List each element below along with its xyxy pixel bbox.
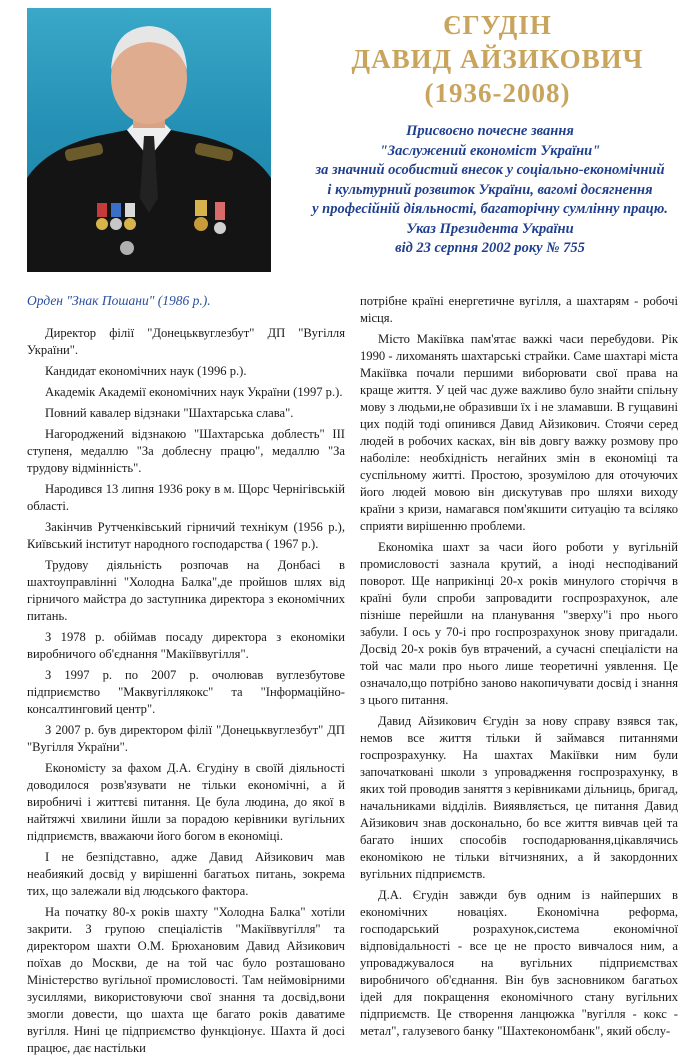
portrait-photo [27,8,271,272]
paragraph: Академік Академії економічних наук України (1997 р.). [45,385,343,399]
award-line: за значний особистий внесок у соціально-економічний [315,162,665,178]
given-name: ДАВИД АЙЗИКОВИЧ [351,44,644,74]
life-years: (1936-2008) [424,78,571,108]
paragraph: І не безпідставно, адже Давид Айзикович мав неабиякий досвід у вирішенні багатьох питань, зокрема тих, що залежали від людського фактора. [27,850,345,898]
award-line: "Заслужений економіст України" [379,142,601,159]
paragraph: Кандидат економічних наук (1996 р.). [45,364,247,378]
paragraph: Економіка шахт за часи його роботи у вугільній промисловості зазнала крутий, а іноді несподіваний поворот. Ще наприкінці 20-х років минулого сторіччя в країні були спроби запровадити госпрозрахунок, але пізніше перейшли на планування "зверху"і про нього забули. І ось у 70-і про госпрозрахунок знову пригадали. Досвід 20-х років був втрачений, а сучасні спеціалісти на той час мали про нього лише теоретичні уявлення. Це означало,що потрібно заново накопичувати досвід і знання з цього питання. [360,540,678,707]
portrait-illustration [27,8,271,272]
photo-caption: Орден "Знак Пошани" (1986 р.). [27,293,211,308]
award-text [285,122,695,259]
paragraph: Давид Айзикович Єгудін за нову справу взявся так, немов все життя тільки й займався питаннями госпрозрахунку. На шахтах Макіївки ним були започатковані школи з упровадження госпрозрахунку, в яких той проводив заняття з керівниками дільниць, бригад, начальниками відділів. Вияявляється, це питання Давид Айзикович знав досконально, бо все життя вивчав цей та багато інших способів господарювання,цікавлячись економікою не тільки вітчизняних, а й закордонних вугільних підприємств. [360,714,678,881]
paragraph: Трудову діяльність розпочав на Донбасі в шахтоуправлінні "Холодна Балка",де пройшов шлях від гірничого майстра до заступника директора з економічних питань. [27,558,345,623]
paragraph: Місто Макіївка пам'ятає важкі часи перебудови. Рік 1990 - лихоманять шахтарські страйки. Саме шахтарі міста Макіївка почали першими виборювати свої права на краще життя. У цей час дуже важливо було знайти спільну мову з людьми,не образивши їх і не зламавши. В гущавині цих подій тоді опинився Давид Айзикович. Стоячи серед людей в робочих касках, він вів довгу важку розмову про наболіле: необхідність негайних змін в економіці та суспільному житті. Простою, зрозумілою для оточуючих його людей мовою він дискутував про шляхи виходу країни з кризи, намагався пом'якшити ситуацію та всіляко сприяти вирішенню проблеми. [360,332,678,533]
paragraph: Директор філії "Донецьквуглезбут" ДП "Вугілля України". [27,326,345,357]
paragraph: З 2007 р. був директором філії "Донецьквуглезбут" ДП "Вугілля України". [27,723,345,754]
award-line: і культурний розвиток України, вагомі досягнення [327,181,653,198]
paragraph: На початку 80-х років шахту "Холодна Балка" хотіли закрити. З групою спеціалістів "Макіїввугілля" та директором шахти О.М. Брюхановим Давид Айзикович поїхав до Москви, де на той час було розташовано Міністерство вугільної промисловості. Там неймовірними зусиллями, використовуючи свої знання та досвід,вони змогли довести, що шахта ще багато років даватиме вугілля. Нині це підприємство функціонує. Шахта й досі працює, дає настільки [27,905,345,1055]
paragraph: Закінчив Рутченківський гірничий технікум (1956 р.), Київський інститут народного господарства ( 1967 р.). [27,520,345,551]
paragraph: Д.А. Єгудін завжди був одним із найперших в економічних новаціях. Економічна реформа, господарський розрахунок,система економічної відповідальності - все це не просто вивчалося ним, а упроваджувалося на вугільних підприємствах виробничого об'єднання. Він був засновником багатьох ідей для покращення економічного стану вугільних підприємств. Це створення ланцюжка "вугілля - кокс - метал", галузевого банку "Шахтекономбанк", який обслу- [360,888,678,1038]
name-block [300,8,695,110]
paragraph: Нагороджений відзнакою "Шахтарська доблесть" ІІІ ступеня, медаллю "За доблесну працю", медаллю "За трудову відмінність". [27,427,345,475]
paragraph: З 1997 р. по 2007 р. очолював вуглезбутове підприємство "Маквугіллякокс" та "Інформаційно-консалтинговий центр". [27,668,345,716]
award-line: у професійній діяльності, багаторічну сумлінну працю. [312,201,668,217]
left-column [27,325,345,1061]
paragraph: потрібне країні енергетичне вугілля, а шахтарям - робочі місця. [360,294,678,325]
award-line: від 23 серпня 2002 року № 755 [395,240,585,256]
paragraph: Повний кавалер відзнаки "Шахтарська слава". [45,406,294,420]
award-line: Присвоєно почесне звання [406,123,574,139]
paragraph: Економісту за фахом Д.А. Єгудіну в своїй діяльності доводилося розв'язувати не тільки економічні, а й виробничі і життєві питання. Це була людина, до якої в найтяжчі хвилини йшли за порадою керівники вугільних підприємств, вважаючи його богом в економіці. [27,761,345,843]
surname: ЄГУДІН [443,10,552,40]
award-line: Указ Президента України [406,220,574,237]
right-column [360,293,678,1044]
paragraph: З 1978 р. обіймав посаду директора з економіки виробничого об'єднання "Макіїввугілля". [27,630,345,661]
paragraph: Народився 13 липня 1936 року в м. Щорс Чернігівській області. [27,482,345,513]
